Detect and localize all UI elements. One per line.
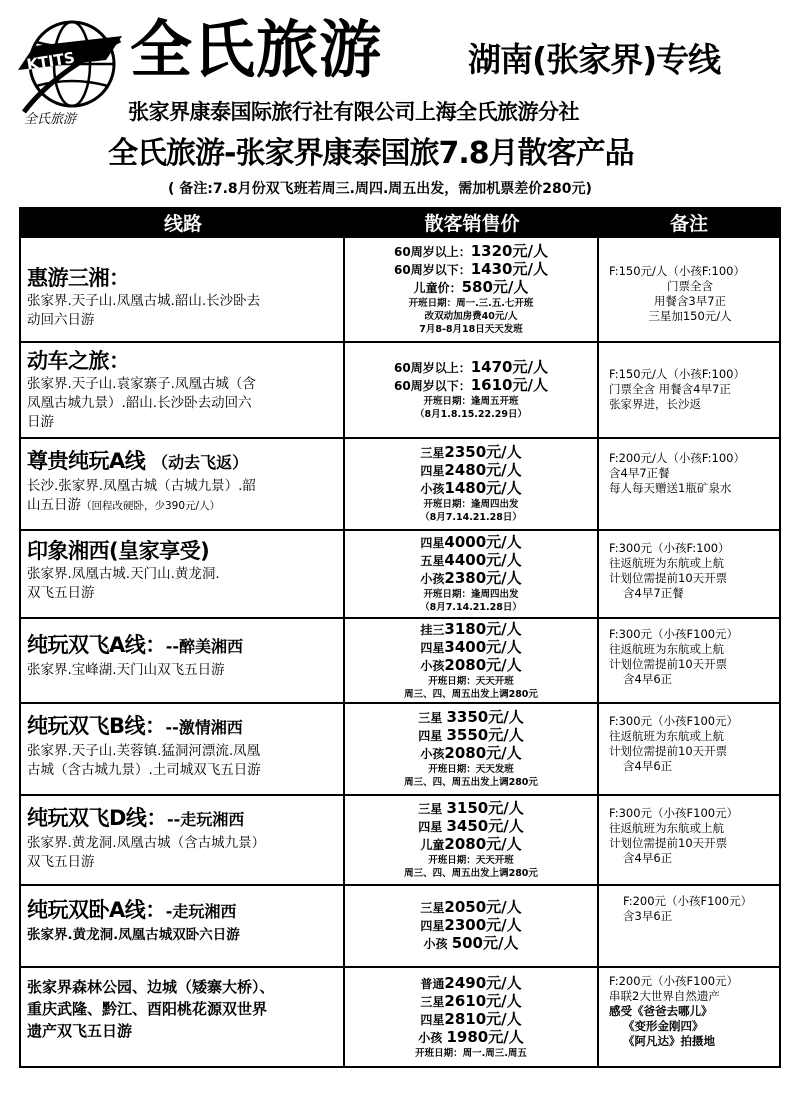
price-label: 60周岁以上：: [394, 361, 471, 375]
note-line: F:200元（小孩F100元）: [609, 974, 739, 988]
price-label: 四星: [420, 919, 445, 933]
price-value: 580元/人: [461, 278, 529, 296]
price-label: 小孩: [420, 747, 445, 761]
notes-cell: [599, 968, 779, 1066]
route-name: [27, 896, 337, 926]
price-label: 儿童价：: [413, 281, 462, 295]
price-cell: [345, 238, 599, 341]
price-value: 1320元/人: [470, 242, 548, 260]
notes-cell: [599, 343, 779, 437]
price-label: 60周岁以下：: [394, 379, 471, 393]
price-line: [351, 818, 591, 836]
price-cell: [345, 704, 599, 794]
column-header-price: 散客销售价: [424, 213, 520, 235]
price-label: 三星: [420, 446, 445, 460]
route-tag: --激情湘西: [165, 718, 243, 737]
route-cell: [21, 238, 345, 341]
note-line: 计划位需提前10天开票: [609, 657, 728, 671]
price-label: 四星: [420, 640, 445, 655]
route-desc: [27, 834, 337, 872]
price-cell: [345, 343, 599, 437]
table-row: [21, 341, 779, 437]
route-tag: （动去飞返）: [152, 453, 249, 472]
table-row: [21, 884, 779, 966]
schedule-line: （8月7.14.21.28日）: [420, 602, 522, 613]
note-line: 《阿凡达》拍摄地: [623, 1034, 715, 1048]
schedule-line: 开班日期：逢周四出发: [423, 589, 519, 600]
route-name-text: 纯玩双卧A线：: [27, 898, 166, 922]
price-line: [351, 993, 591, 1011]
price-value: 3550元/人: [446, 726, 524, 744]
column-header-route: 线路: [163, 213, 202, 235]
route-desc-line: 动回六日游: [27, 312, 95, 328]
note-line: 每人每天赠送1瓶矿泉水: [609, 481, 732, 495]
schedule-line: 开班日期：天天开班: [428, 855, 514, 866]
price-value: 2050元/人: [444, 898, 522, 916]
price-label: 挂三: [420, 622, 445, 637]
price-line: [351, 359, 591, 377]
product-title: 全氏旅游-张家界康泰国旅7.8月散客产品: [108, 136, 634, 171]
note-line: 含4早7正餐: [623, 586, 684, 600]
notes-cell: [599, 886, 779, 966]
route-name-text: 纯玩双飞D线：: [27, 806, 167, 830]
note-line: 三星加150元/人: [648, 309, 732, 323]
notes-cell: [599, 619, 779, 702]
note-line: 计划位需提前10天开票: [609, 571, 728, 585]
table-row: [21, 702, 779, 794]
route-desc: [27, 565, 337, 603]
price-line: [351, 727, 591, 745]
price-line: [351, 836, 591, 854]
price-label: 普通: [420, 976, 445, 991]
price-line: [351, 657, 591, 675]
price-value: 4400元/人: [444, 551, 522, 569]
page-header: [0, 0, 800, 210]
route-desc-line: 张家界.天子山.凤凰古城.韶山.长沙卧去: [27, 293, 261, 309]
route-desc: [27, 976, 337, 1042]
route-desc: [27, 292, 337, 330]
price-label: 小孩: [420, 482, 445, 496]
notes-cell: [599, 439, 779, 529]
price-value: 2810元/人: [444, 1009, 522, 1028]
route-desc-line: 张家界.宝峰湖.天门山双飞五日游: [27, 662, 225, 678]
route-desc: [27, 661, 337, 680]
table-row: [21, 966, 779, 1066]
route-desc-line: 长沙.张家界.凤凰古城（古城九景）.韶: [27, 478, 256, 494]
route-name: [27, 712, 337, 742]
route-cell: [21, 439, 345, 529]
price-value: 2350元/人: [444, 443, 522, 461]
price-label: 四星: [418, 820, 443, 834]
route-cell: [21, 704, 345, 794]
route-name: [27, 447, 337, 477]
price-cell: [345, 619, 599, 702]
note-line: 往返航班为东航或上航: [609, 821, 724, 835]
price-value: 3350元/人: [446, 708, 524, 726]
note-line: 《变形金刚四》: [623, 1019, 704, 1033]
note-line: F:300元（小孩F100元）: [609, 806, 739, 820]
price-label: 三星: [420, 901, 445, 915]
note-line: 串联2大世界自然遗产: [609, 989, 720, 1003]
note-line: F:300元（小孩F:100）: [609, 541, 730, 555]
price-line: [351, 621, 591, 639]
price-line: [351, 917, 591, 935]
column-header-notes: 备注: [669, 213, 708, 235]
price-line: [351, 243, 591, 261]
brand-main-title: 全氏旅游: [130, 13, 383, 86]
route-name: [27, 804, 337, 834]
note-line: 用餐含3早7正: [653, 294, 727, 308]
schedule-line: 周三、四、周五出发上调280元: [404, 777, 538, 788]
route-name: 印象湘西(皇家享受): [27, 539, 210, 563]
price-value: 3400元/人: [444, 637, 522, 656]
route-cell: [21, 968, 345, 1066]
route-desc-line: 张家界.天子山.芙蓉镇.猛洞河漂流.凤凰: [27, 743, 261, 759]
price-line: [351, 639, 591, 657]
route-name-text: 纯玩双飞A线：: [27, 633, 166, 657]
price-line: [351, 570, 591, 588]
route-desc-line: 遗产双飞五日游: [27, 1022, 133, 1040]
price-line: [351, 552, 591, 570]
price-line: [351, 899, 591, 917]
company-name: 张家界康泰国际旅行社有限公司上海全氏旅游分社: [128, 100, 579, 124]
route-cell: [21, 343, 345, 437]
table-header: [21, 209, 779, 236]
note-line: 门票全含 用餐含4早7正: [609, 382, 731, 396]
price-value: 2480元/人: [444, 461, 522, 479]
note-line: 感受《爸爸去哪儿》: [609, 1004, 713, 1018]
price-table: [19, 207, 781, 1068]
route-desc-line: 双飞五日游: [27, 585, 95, 601]
price-label: 四星: [420, 464, 445, 478]
route-name: [27, 631, 337, 661]
price-label: 四星: [418, 729, 443, 743]
price-line: [351, 709, 591, 727]
route-desc-line: 凤凰古城九景）.韶山.长沙卧去动回六: [27, 395, 252, 411]
note-line: 含4早6正: [623, 672, 673, 686]
note-line: F:150元/人（小孩F:100）: [609, 367, 745, 381]
route-name-text: 纯玩双飞B线：: [27, 714, 166, 738]
price-label: 60周岁以下：: [394, 263, 471, 277]
price-cell: [345, 968, 599, 1066]
price-label: 三星: [418, 802, 443, 816]
note-line: 计划位需提前10天开票: [609, 744, 728, 758]
price-line: [351, 534, 591, 552]
price-label: 三星: [418, 711, 443, 725]
route-desc: [27, 742, 337, 780]
note-line: 含4早6正: [623, 851, 673, 865]
route-desc-line: [27, 496, 337, 516]
price-value: 3150元/人: [446, 799, 524, 817]
price-line: [351, 745, 591, 763]
price-line: [351, 800, 591, 818]
price-label: 四星: [420, 536, 445, 550]
price-line: [351, 1029, 591, 1047]
note-line: F:300元（小孩F100元）: [609, 714, 739, 728]
price-value: 2610元/人: [444, 991, 522, 1010]
price-label: 小孩: [418, 1030, 447, 1045]
schedule-line: 开班日期：逢周五开班: [423, 396, 519, 407]
table-row: [21, 437, 779, 529]
schedule-line: 开班日期：天天发班: [428, 764, 514, 775]
route-desc-text: 山五日游: [27, 497, 81, 513]
note-line: 张家界进，长沙返: [609, 397, 701, 411]
note-line: 计划位需提前10天开票: [609, 836, 728, 850]
price-cell: [345, 531, 599, 617]
route-name: 惠游三湘：: [27, 266, 130, 290]
price-line: [351, 975, 591, 993]
price-value: 1980元/人: [446, 1027, 524, 1046]
table-row: [21, 236, 779, 341]
schedule-line: 开班日期：周一.周三.周五: [415, 1047, 527, 1059]
table-row: [21, 617, 779, 702]
schedule-line: 开班日期：天天开班: [428, 675, 514, 687]
route-desc-small: （回程改硬卧，少390元/人）: [81, 500, 221, 512]
price-value: 2490元/人: [444, 973, 522, 992]
route-desc-line: 张家界.天子山.袁家寨子.凤凰古城（含: [27, 376, 256, 392]
note-line: 门票全含: [667, 279, 713, 293]
price-line: [351, 261, 591, 279]
note-line: 含4早6正: [623, 759, 673, 773]
schedule-line: 开班日期：周一.三.五.七开班: [408, 298, 534, 309]
price-label: 60周岁以上：: [394, 245, 471, 259]
logo-caption: 全氏旅游: [24, 112, 77, 127]
brand-subtitle: 湖南(张家界)专线: [468, 40, 721, 79]
note-line: 含3早6正: [623, 909, 673, 923]
price-value: 2300元/人: [444, 916, 522, 934]
route-cell: [21, 531, 345, 617]
route-tag: --走玩湘西: [166, 810, 245, 829]
price-line: [351, 1011, 591, 1029]
route-desc-line: 双飞五日游: [27, 854, 95, 870]
price-value: 1470元/人: [470, 358, 548, 376]
note-line: 往返航班为东航或上航: [609, 556, 724, 570]
price-label: 五星: [420, 554, 445, 568]
schedule-line: 周三、四、周五出发上调280元: [404, 688, 538, 700]
note-line: 含4早7正餐: [609, 466, 670, 480]
route-desc-line: 重庆武隆、黔江、酉阳桃花源双世界: [27, 1000, 268, 1018]
schedule-line: 改双动加房费40元/人: [424, 311, 518, 322]
route-tag: -走玩湘西: [165, 902, 237, 921]
price-label: 小孩: [420, 572, 445, 586]
price-value: 2080元/人: [444, 835, 522, 853]
route-desc-line: 古城（含古城九景）.土司城双飞五日游: [27, 762, 261, 778]
price-line: [351, 462, 591, 480]
price-value: 1610元/人: [470, 376, 548, 394]
price-line: [351, 444, 591, 462]
notes-cell: [599, 704, 779, 794]
price-cell: [345, 796, 599, 884]
price-value: 1430元/人: [470, 260, 548, 278]
route-desc-line: 日游: [27, 414, 54, 430]
route-cell: [21, 796, 345, 884]
note-line: F:200元（小孩F100元）: [623, 894, 753, 908]
price-value: 2080元/人: [444, 744, 522, 762]
price-line: [351, 279, 591, 297]
price-line: [351, 935, 591, 953]
schedule-line: （8月1.8.15.22.29日）: [415, 409, 527, 420]
price-line: [351, 377, 591, 395]
price-value: 3180元/人: [444, 619, 522, 638]
schedule-line: （8月7.14.21.28日）: [420, 512, 522, 523]
route-tag: --醉美湘西: [165, 637, 244, 656]
route-desc-line: 张家界.黄龙洞.凤凰古城双卧六日游: [27, 927, 240, 943]
route-desc: [27, 477, 337, 516]
route-desc-line: 张家界.黄龙洞.凤凰古城（含古城九景）: [27, 835, 266, 851]
price-label: 小孩: [420, 658, 445, 673]
route-desc-line: 张家界.凤凰古城.天门山.黄龙洞.: [27, 566, 220, 582]
globe-logo-icon: [14, 12, 124, 122]
header-note: ( 备注:7.8月份双飞班若周三.周四.周五出发，需加机票差价280元): [168, 181, 592, 197]
schedule-line: 周三、四、周五出发上调280元: [404, 868, 538, 879]
route-cell: [21, 619, 345, 702]
notes-cell: [599, 531, 779, 617]
schedule-line: 7月8-8月18日天天发班: [419, 324, 523, 335]
route-cell: [21, 886, 345, 966]
route-desc: [27, 926, 337, 945]
notes-cell: [599, 238, 779, 341]
price-value: 1480元/人: [444, 479, 522, 497]
price-cell: [345, 439, 599, 529]
note-line: 往返航班为东航或上航: [609, 642, 724, 656]
note-line: 往返航班为东航或上航: [609, 729, 724, 743]
price-value: 3450元/人: [446, 817, 524, 835]
notes-cell: [599, 796, 779, 884]
table-row: [21, 794, 779, 884]
route-name: 动车之旅：: [27, 349, 130, 373]
route-desc: [27, 375, 337, 432]
price-label: 儿童: [420, 838, 445, 852]
note-line: F:200元/人（小孩F:100）: [609, 451, 745, 465]
note-line: F:150元/人（小孩F:100）: [609, 264, 745, 278]
price-value: 2080元/人: [444, 655, 522, 674]
price-cell: [345, 886, 599, 966]
price-label: 小孩: [423, 937, 452, 951]
price-label: 四星: [420, 1012, 445, 1027]
price-value: 4000元/人: [444, 533, 522, 551]
price-line: [351, 480, 591, 498]
price-label: 三星: [420, 994, 445, 1009]
note-line: F:300元（小孩F100元）: [609, 627, 739, 641]
route-name-text: 尊贵纯玩A线: [27, 449, 146, 473]
route-desc-line: 张家界森林公园、边城（矮寨大桥）、: [27, 978, 275, 996]
price-value: 500元/人: [451, 934, 519, 952]
logo-text: KTITS: [25, 48, 77, 74]
price-value: 2380元/人: [444, 569, 522, 587]
table-row: [21, 529, 779, 617]
schedule-line: 开班日期：逢周四出发: [423, 499, 519, 510]
